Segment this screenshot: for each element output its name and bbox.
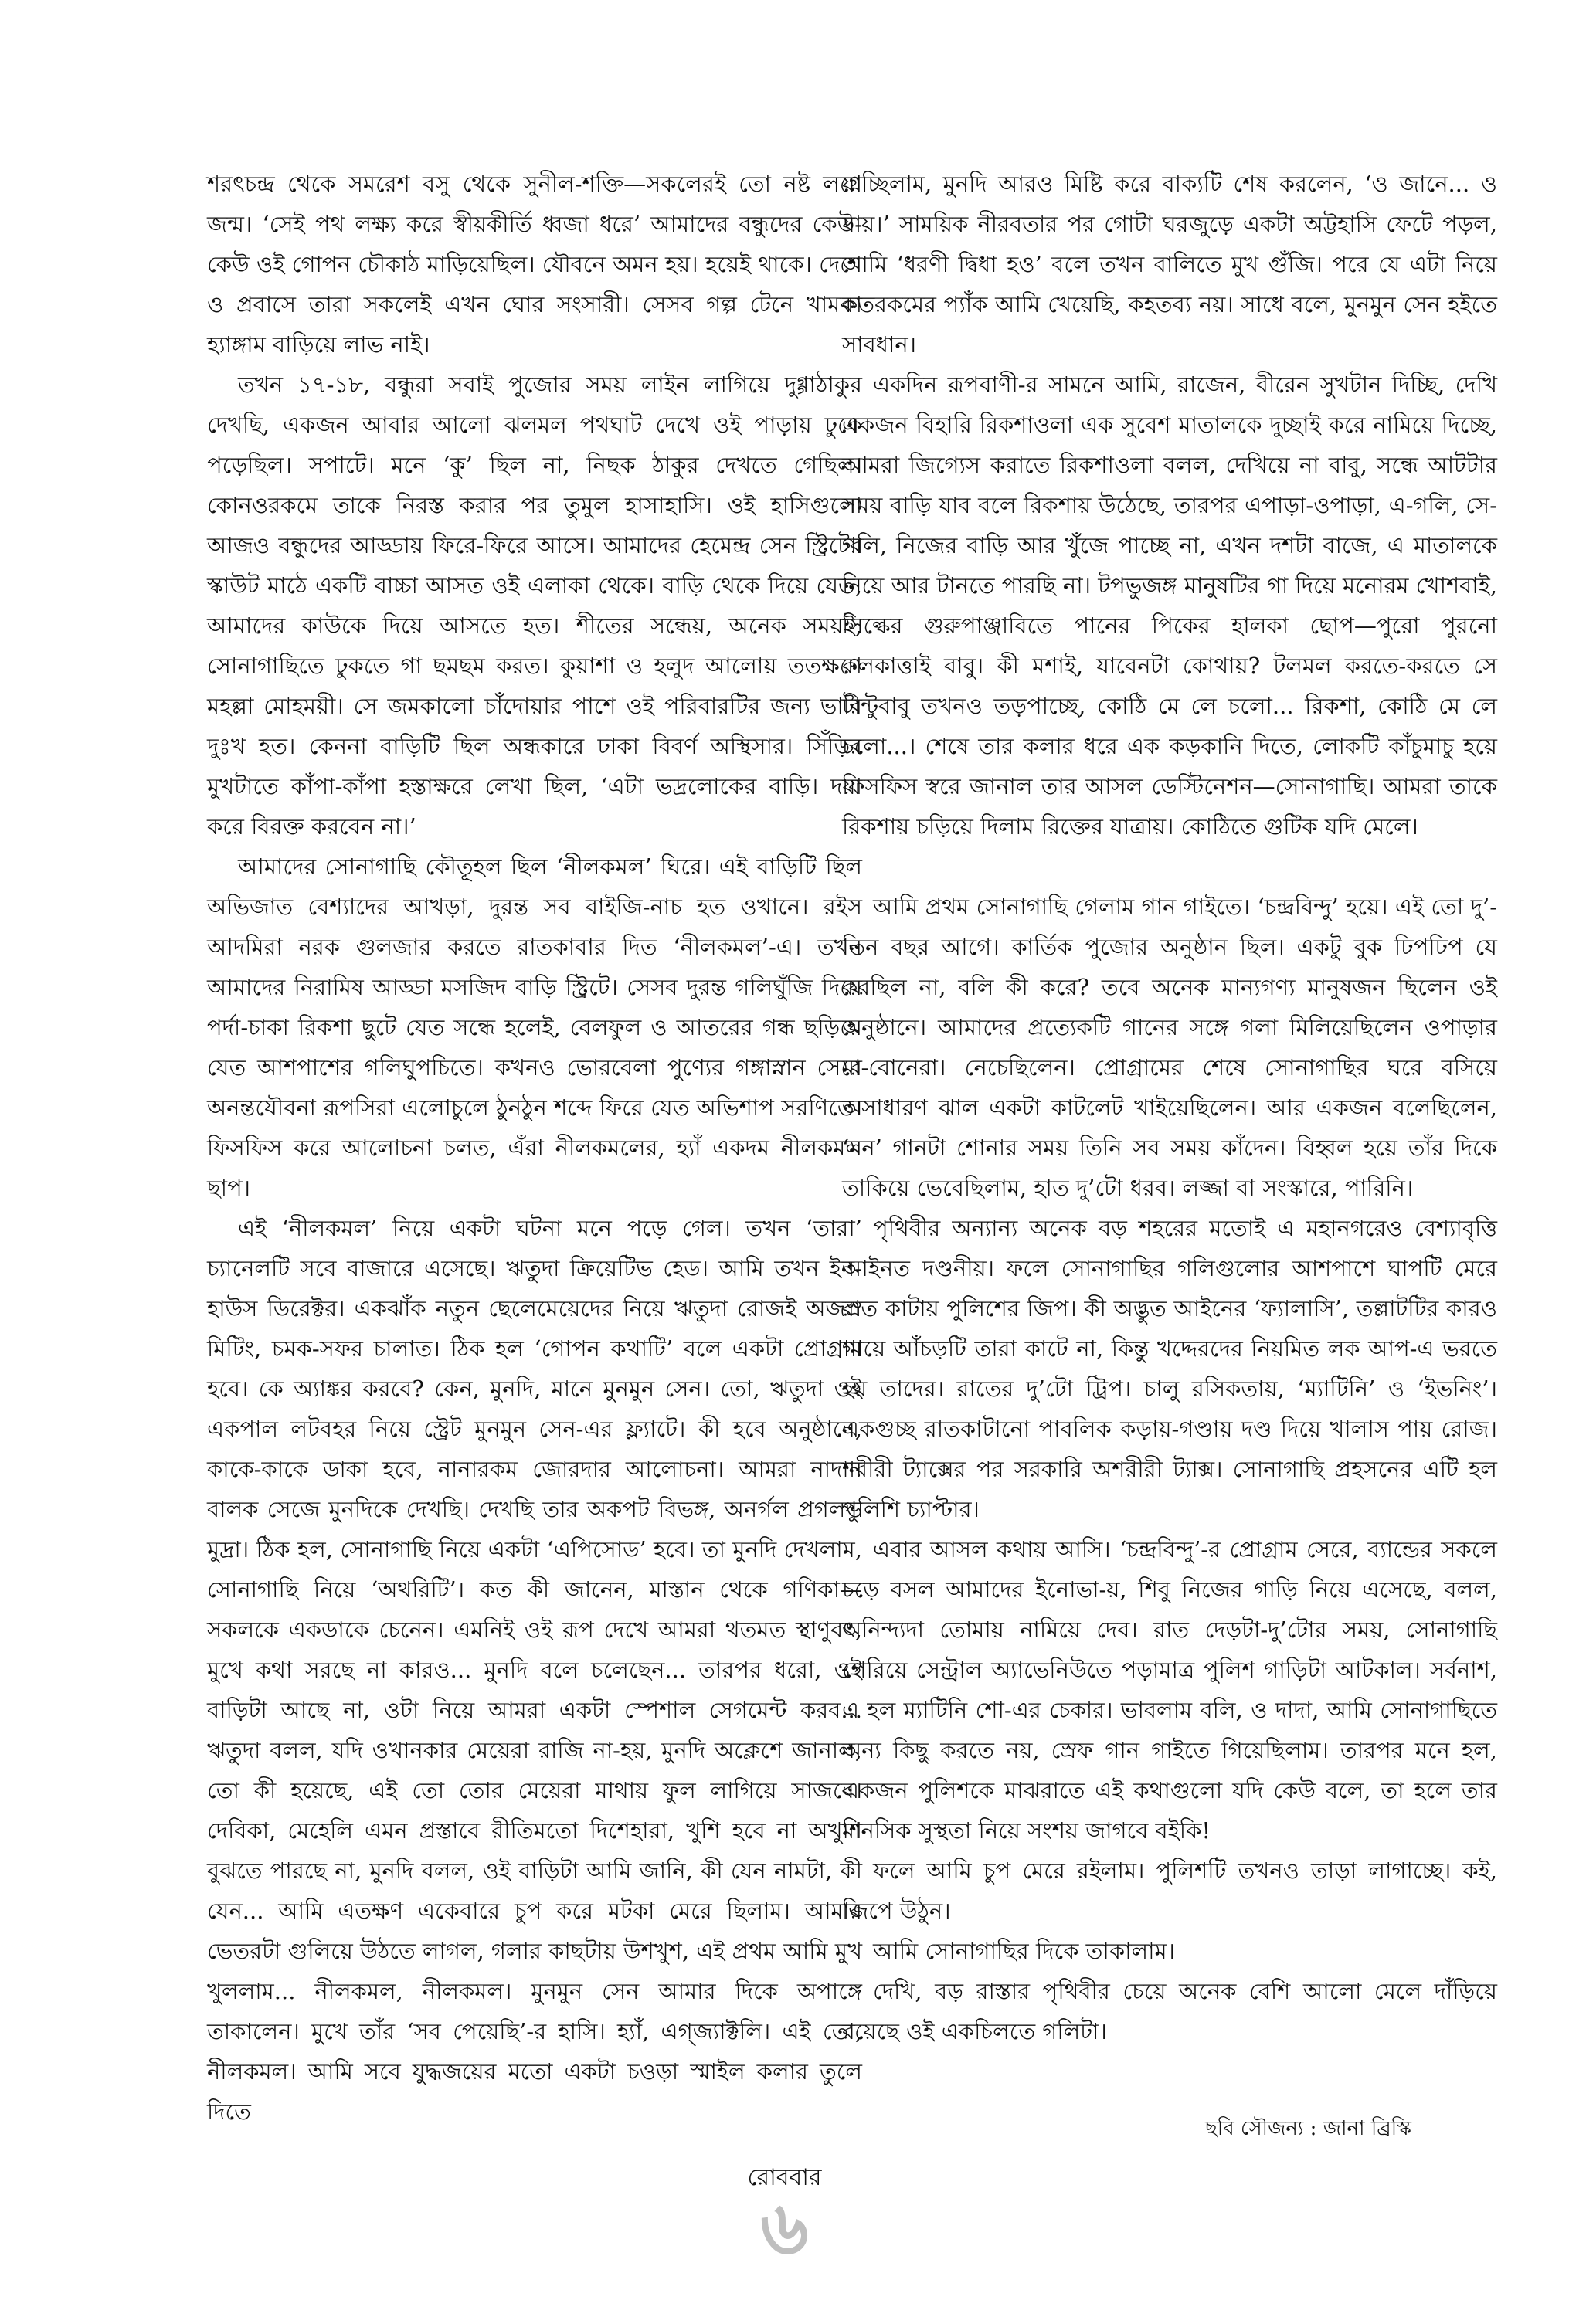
publication-name: রোববার [747, 2164, 822, 2191]
paragraph: আমি সোনাগাছির দিকে তাকালাম। [873, 1938, 1176, 1964]
paragraph: এবার আসল কথায় আসি। ‘চন্দ্রবিন্দু’-র প্রোগ্রাম সেরে, ব্যান্ডের সকলে চড়ে বসল আমাদের ইনোভা-য়, শিবু নিজের গাড়ি নিয়ে এসেছে, বলল, অনিন্দ্যদা তোমায় নামিয়ে দেব। রাত দেড়টা-দু’টোর সময়, সোনাগাছি পেরিয়ে সেন্ট্রাল অ্যাভেনিউতে পড়ামাত্র পুলিশ গাড়িটা আটকাল। সর্বনাশ, এ হল ম্যাটিনি শো-এর চেকার। ভাবলাম বলি, ও দাদা, আমি সোনাগাছিতে অন্য কিছু করতে নয়, স্রেফ গান গাইতে গিয়েছিলাম। তারপর মনে হল, একজন পুলিশকে মাঝরাতে এই কথাগুলো যদি কেউ বলে, তা হলে তার মানসিক সুস্থতা নিয়ে সংশয় জাগবে বইকি! [842, 1536, 1497, 1844]
paragraph: এই ‘নীলকমল’ নিয়ে একটা ঘটনা মনে পড়ে গেল। তখন ‘তারা’ চ্যানেলটি সবে বাজারে এসেছে। ঋতুদা ক্রিয়েটিভ হেড। আমি তখন ইন-হাউস ডিরেক্টর। একঝাঁক নতুন ছেলেমেয়েদের নিয়ে ঋতুদা রোজই অজস্র মিটিং, চমক-সফর চালাত। ঠিক হল ‘গোপন কথাটি’ বলে একটা প্রোগ্রাম হবে। কে অ্যাঙ্কর করবে? কেন, মুনদি, মানে মুনমুন সেন। তো, ঋতুদা ওই একপাল লটবহর নিয়ে স্ট্রেট মুনমুন সেন-এর ফ্ল্যাটে। কী হবে অনুষ্ঠানে, কাকে-কাকে ডাকা হবে, নানারকম জোরদার আলোচনা। আমরা নাদান বালক সেজে মুনদিকে দেখছি। দেখছি তার অকপট বিভঙ্গ, অনর্গল প্রগলভ মুদ্রা। ঠিক হল, সোনাগাছি নিয়ে একটা ‘এপিসোড’ হবে। তা মুনদি দেখলাম, সোনাগাছি নিয়ে ‘অথরিটি’। কত কী জানেন, মাস্তান থেকে গণিকা—সকলকে একডাকে চেনেন। এমনিই ওই রূপ দেখে আমরা থতমত স্থাণুবৎ, মুখে কথা সরছে না কারও... মুনদি বলে চলেছেন... তারপর ধরো, ওই বাড়িটা আছে না, ওটা নিয়ে আমরা একটা স্পেশাল সেগমেন্ট করব... ঋতুদা বলল, যদি ওখানকার মেয়েরা রাজি না-হয়, মুনদি অক্লেশে জানাল, তো কী হয়েছে, এই তো তোর মেয়েরা মাথায় ফুল লাগিয়ে সাজবে। দেবিকা, মেহেলি এমন প্রস্তাবে রীতিমতো দিশেহারা, খুশি হবে না অখুশি বুঝতে পারছে না, মুনদি বলল, ওই বাড়িটা আমি জানি, কী যেন নামটা, কী যেন... আমি এতক্ষণ একেবারে চুপ করে মটকা মেরে ছিলাম। আমার ভেতরটা গুলিয়ে উঠতে লাগল, গলার কাছটায় উশখুশ, এই প্রথম আমি মুখ খুললাম... নীলকমল, নীলকমল। মুনমুন সেন আমার দিকে অপাঙ্গে তাকালেন। মুখে তাঁর ‘সব পেয়েছি’-র হাসি। হ্যাঁ, এগ্‌জ্যাক্টলি। এই তো, নীলকমল। আমি সবে যুদ্ধজয়ের মতো একটা চওড়া স্মাইল কলার তুলে দিতে [207, 1215, 862, 2125]
article-right-column [842, 164, 1497, 2051]
article-left-column [207, 164, 862, 2132]
paragraph: দেখি, বড় রাস্তার পৃথিবীর চেয়ে অনেক বেশি আলো মেলে দাঁড়িয়ে রয়েছে ওই একচিলতে গলিটা। [842, 1978, 1497, 2044]
photo-credit: ছবি সৌজন্য : জানা ব্রিস্কি [1205, 2117, 1411, 2140]
paragraph: পৃথিবীর অন্যান্য অনেক বড় শহরের মতোই এ মহানগরেও বেশ্যাবৃত্তি আইনত দণ্ডনীয়। ফলে সোনাগাছির গলিগুলোর আশপাশে ঘাপটি মেরে রাত কাটায় পুলিশের জিপ। কী অদ্ভুত আইনের ‘ফ্যালাসি’, তল্লাটটির কারও গায়ে আঁচড়টি তারা কাটে না, কিন্তু খদ্দেরদের নিয়মিত লক আপ-এ ভরতে হয় তাদের। রাতের দু’টো ট্রিপ। চালু রসিকতায়, ‘ম্যাটিনি’ ও ‘ইভনিং’। একগুচ্ছ রাতকাটানো পাবলিক কড়ায়-গণ্ডায় দণ্ড দিয়ে খালাস পায় রোজ। শরীরী ট্যাক্সের পর সরকারি অশরীরী ট্যাক্স। সোনাগাছি প্রহসনের এটি হল পুলিশি চ্যাপ্টার। [842, 1215, 1497, 1522]
paragraph: আমি প্রথম সোনাগাছি গেলাম গান গাইতে। ‘চন্দ্রবিন্দু’ হয়ে। এই তো দু’-তিন বছর আগে। কার্তিক পুজোর অনুষ্ঠান ছিল। একটু বুক ঢিপঢিপ যে করছিল না, বলি কী করে? তবে অনেক মান্যগণ্য মানুষজন ছিলেন ওই অনুষ্ঠানে। আমাদের প্রত্যেকটি গানের সঙ্গে গলা মিলিয়েছিলেন ওপাড়ার মা-বোনেরা। নেচেছিলেন। প্রোগ্রামের শেষে সোনাগাছির ঘরে বসিয়ে অসাধারণ ঝাল একটা কাটলেট খাইয়েছিলেন। আর একজন বলেছিলেন, ‘মন’ গানটা শোনার সময় তিনি সব সময় কাঁদেন। বিহ্বল হয়ে তাঁর দিকে তাকিয়ে ভেবেছিলাম, হাত দু’টো ধরব। লজ্জা বা সংস্কারে, পারিনি। [842, 894, 1497, 1201]
paragraph: তখন ১৭-১৮, বন্ধুরা সবাই পুজোর সময় লাইন লাগিয়ে দুগ্গাঠাকুর দেখছি, একজন আবার আলো ঝলমল পথঘাট দেখে ওই পাড়ায় ঢুকে পড়েছিল। সপাটে। মনে ‘কু’ ছিল না, নিছক ঠাকুর দেখতে গেছিল। কোনওরকমে তাকে নিরস্ত করার পর তুমুল হাসাহাসি। ওই হাসিগুলো আজও বন্ধুদের আড্ডায় ফিরে-ফিরে আসে। আমাদের হেমেন্দ্র সেন স্ট্রিটের স্কাউট মাঠে একটি বাচ্চা আসত ওই এলাকা থেকে। বাড়ি থেকে দিয়ে যেত, আমাদের কাউকে দিয়ে আসতে হত। শীতের সন্ধেয়, অনেক সময়ই, সোনাগাছিতে ঢুকতে গা ছমছম করত। কুয়াশা ও হলুদ আলোয় ততক্ষণে মহল্লা মোহময়ী। সে জমকালো চাঁদোয়ার পাশে ওই পরিবারটির জন্য ভারি দুঃখ হত। কেননা বাড়িটি ছিল অন্ধকারে ঢাকা বিবর্ণ অস্থিসার। সিঁড়ির মুখটাতে কাঁপা-কাঁপা হস্তাক্ষরে লেখা ছিল, ‘এটা ভদ্রলোকের বাড়ি। দয়া করে বিরক্ত করবেন না।’ [207, 372, 862, 840]
paragraph: একদিন রূপবাণী-র সামনে আমি, রাজেন, বীরেন সুখটান দিচ্ছি, দেখি একজন বিহারি রিকশাওলা এক সুবেশ মাতালকে দুচ্ছাই করে নামিয়ে দিচ্ছে, আমরা জিগ্যেস করাতে রিকশাওলা বলল, দেখিয়ে না বাবু, সন্ধে আটটার সময় বাড়ি যাব বলে রিকশায় উঠেছে, তারপর এপাড়া-ওপাড়া, এ-গলি, সে-গলি, নিজের বাড়ি আর খুঁজে পাচ্ছে না, এখন দশটা বাজে, এ মাতালকে নিয়ে আর টানতে পারছি না। টপভুজঙ্গ মানুষটির গা দিয়ে মনোরম খোশবাই, সিল্কের গুরুপাঞ্জাবিতে পানের পিকের হালকা ছোপ—পুরো পুরনো কলকাত্তাই বাবু। কী মশাই, যাবেনটা কোথায়? টলমল করতে-করতে সে টান্টুবাবু তখনও তড়পাচ্ছে, কোঠি মে লে চলো... রিকশা, কোঠি মে লে চলো...। শেষে তার কলার ধরে এক কড়কানি দিতে, লোকটি কাঁচুমাচু হয়ে ফিসফিস স্বরে জানাল তার আসল ডেস্টিনেশন—সোনাগাছি। আমরা তাকে রিকশায় চড়িয়ে দিলাম রিক্তের যাত্রায়। কোঠিতে গুটিক যদি মেলে। [842, 372, 1497, 840]
paragraph: যাচ্ছিলাম, মুনদি আরও মিষ্টি করে বাক্যটি শেষ করলেন, ‘ও জানে... ও যায়।’ সাময়িক নীরবতার পর গোটা ঘরজুড়ে একটা অট্টহাসি ফেটে পড়ল, আমি ‘ধরণী দ্বিধা হও’ বলে তখন বালিতে মুখ গুঁজি। পরে যে এটা নিয়ে কতরকমের প্যাঁক আমি খেয়েছি, কহতব্য নয়। সাধে বলে, মুনমুন সেন হইতে সাবধান। [842, 171, 1497, 358]
paragraph: আমাদের সোনাগাছি কৌতূহল ছিল ‘নীলকমল’ ঘিরে। এই বাড়িটি ছিল অভিজাত বেশ্যাদের আখড়া, দুরন্ত সব বাইজি-নাচ হত ওখানে। রইস আদমিরা নরক গুলজার করতে রাতকাবার দিত ‘নীলকমল’-এ। তখন আমাদের নিরামিষ আড্ডা মসজিদ বাড়ি স্ট্রিটে। সেসব দুরন্ত গলিঘুঁজি দিয়ে পর্দা-চাকা রিকশা ছুটে যেত সন্ধে হলেই, বেলফুল ও আতরের গন্ধ ছড়িয়ে যেত আশপাশের গলিঘুপচিতে। কখনও ভোরবেলা পুণ্যের গঙ্গাস্নান সেরে অনন্তযৌবনা রূপসিরা এলোচুলে ঠুনঠুন শব্দে ফিরে যেত অভিশাপ সরণিতে। ফিসফিস করে আলোচনা চলত, এঁরা নীলকমলের, হ্যাঁ একদম নীলকমল ছাপ। [207, 853, 862, 1201]
paragraph: শরৎচন্দ্র থেকে সমরেশ বসু থেকে সুনীল-শক্তি—সকলেরই তো নষ্ট লগ্নে জন্ম। ‘সেই পথ লক্ষ্য করে স্বীয়কীর্তি ধ্বজা ধরে’ আমাদের বন্ধুদের কেউ-কেউ ওই গোপন চৌকাঠ মাড়িয়েছিল। যৌবনে অমন হয়। হয়েই থাকে। দেশে ও প্রবাসে তারা সকলেই এখন ঘোর সংসারী। সেসব গল্প টেনে খামকা হ্যাঙ্গাম বাড়িয়ে লাভ নাই। [207, 171, 862, 358]
paragraph: ফলে আমি চুপ মেরে রইলাম। পুলিশটি তখনও তাড়া লাগাচ্ছে। কই, জিপে উঠুন। [842, 1858, 1497, 1924]
page-number: ৬ [760, 2185, 809, 2271]
